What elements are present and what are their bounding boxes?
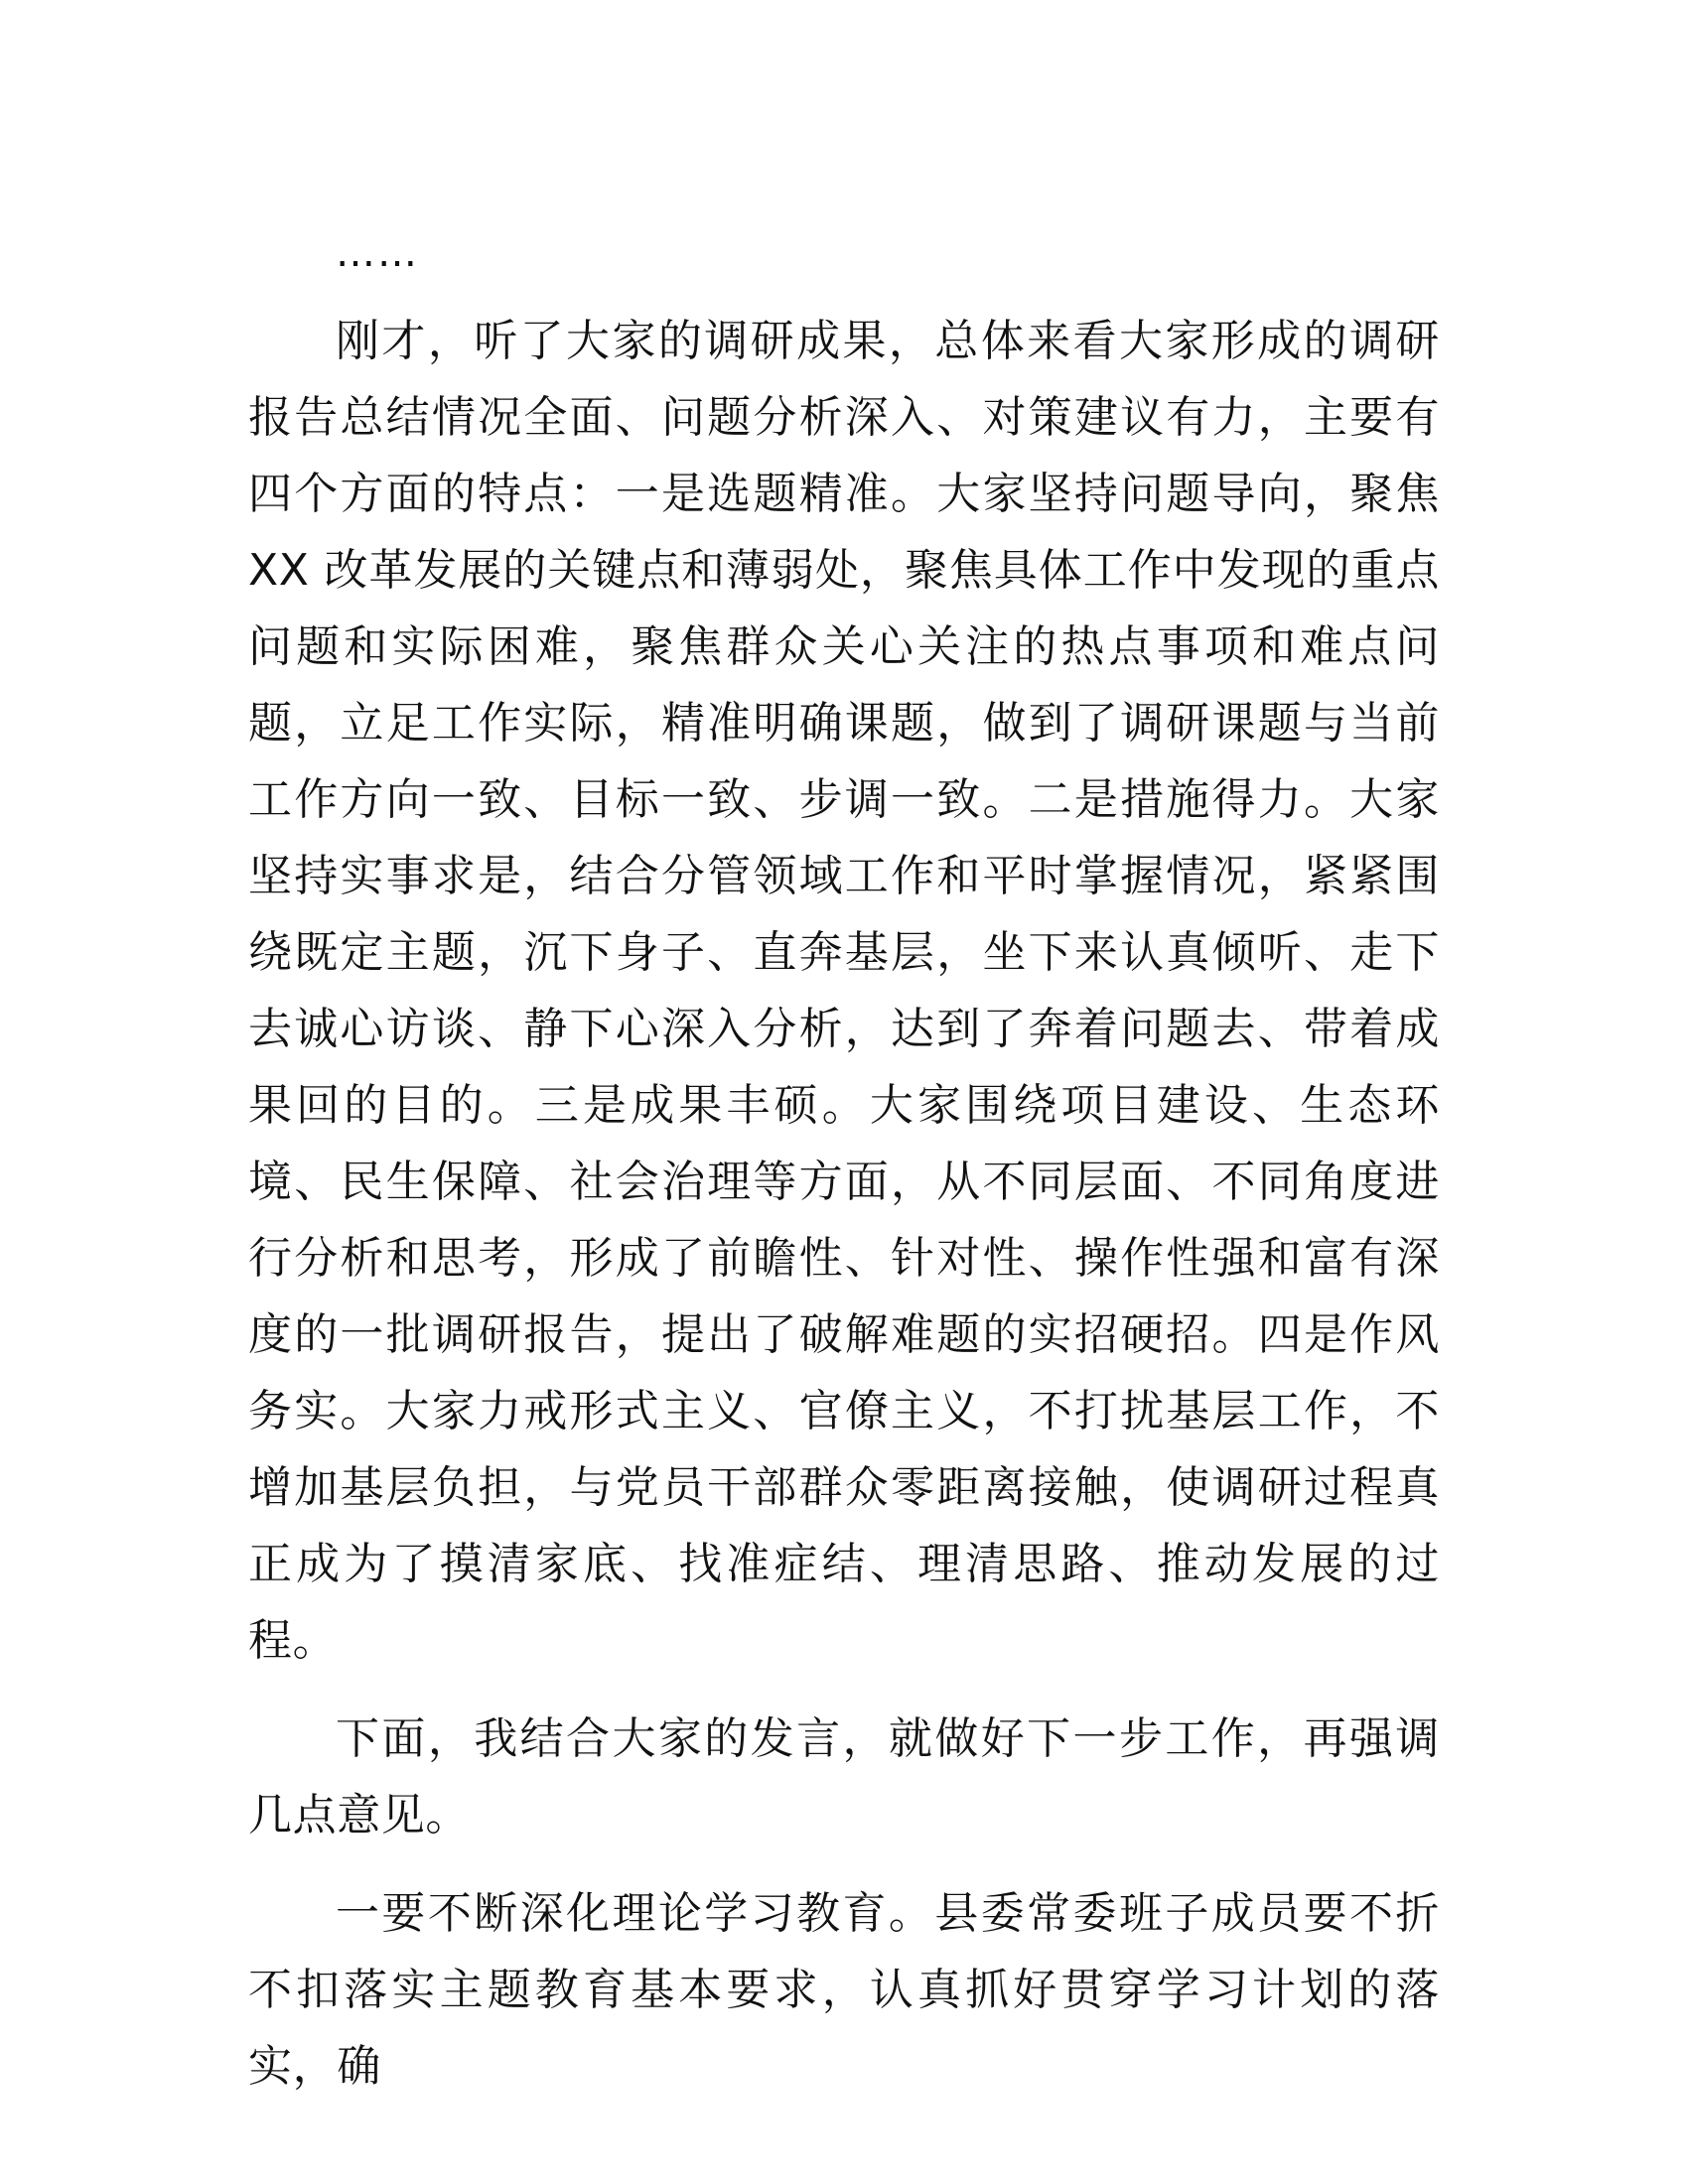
paragraph-theory-study: 一要不断深化理论学习教育。县委常委班子成员要不折不扣落实主题教育基本要求，认真抓好贯穿学习计划的落实，确: [248, 1888, 1440, 2092]
paragraph-research-summary: 刚才，听了大家的调研成果，总体来看大家形成的调研报告总结情况全面、问题分析深入、对策建议有力，主要有四个方面的特点：一是选题精准。大家坚持问题导向，聚焦 XX 改革发展的关键点和薄弱处，聚焦具体工作中发现的重点问题和实际困难，聚焦群众关心关注的热点事项和难点问题，立足工作实际，精准明确课题，做到了调研课题与当前工作方向一致、目标一致、步调一致。二是措施得力。大家坚持实事求是，结合分管领域工作和平时掌握情况，紧紧围绕既定主题，沉下身子、直奔基层，坐下来认真倾听、走下去诚心访谈、静下心深入分析，达到了奔着问题去、带着成果回的目的。三是成果丰硕。大家围绕项目建设、生态环境、民生保障、社会治理等方面，从不同层面、不同角度进行分析和思考，形成了前瞻性、针对性、操作性强和富有深度的一批调研报告，提出了破解难题的实招硬招。四是作风务实。大家力戒形式主义、官僚主义，不打扰基层工作，不增加基层负担，与党员干部群众零距离接触，使调研过程真正成为了摸清家底、找准症结、理清思路、推动发展的过程。: [248, 316, 1440, 1666]
document-page: [248, 226, 1440, 2126]
ellipsis-marker: ……: [336, 230, 419, 276]
paragraph-transition: 下面，我结合大家的发言，就做好下一步工作，再强调几点意见。: [248, 1713, 1440, 1841]
